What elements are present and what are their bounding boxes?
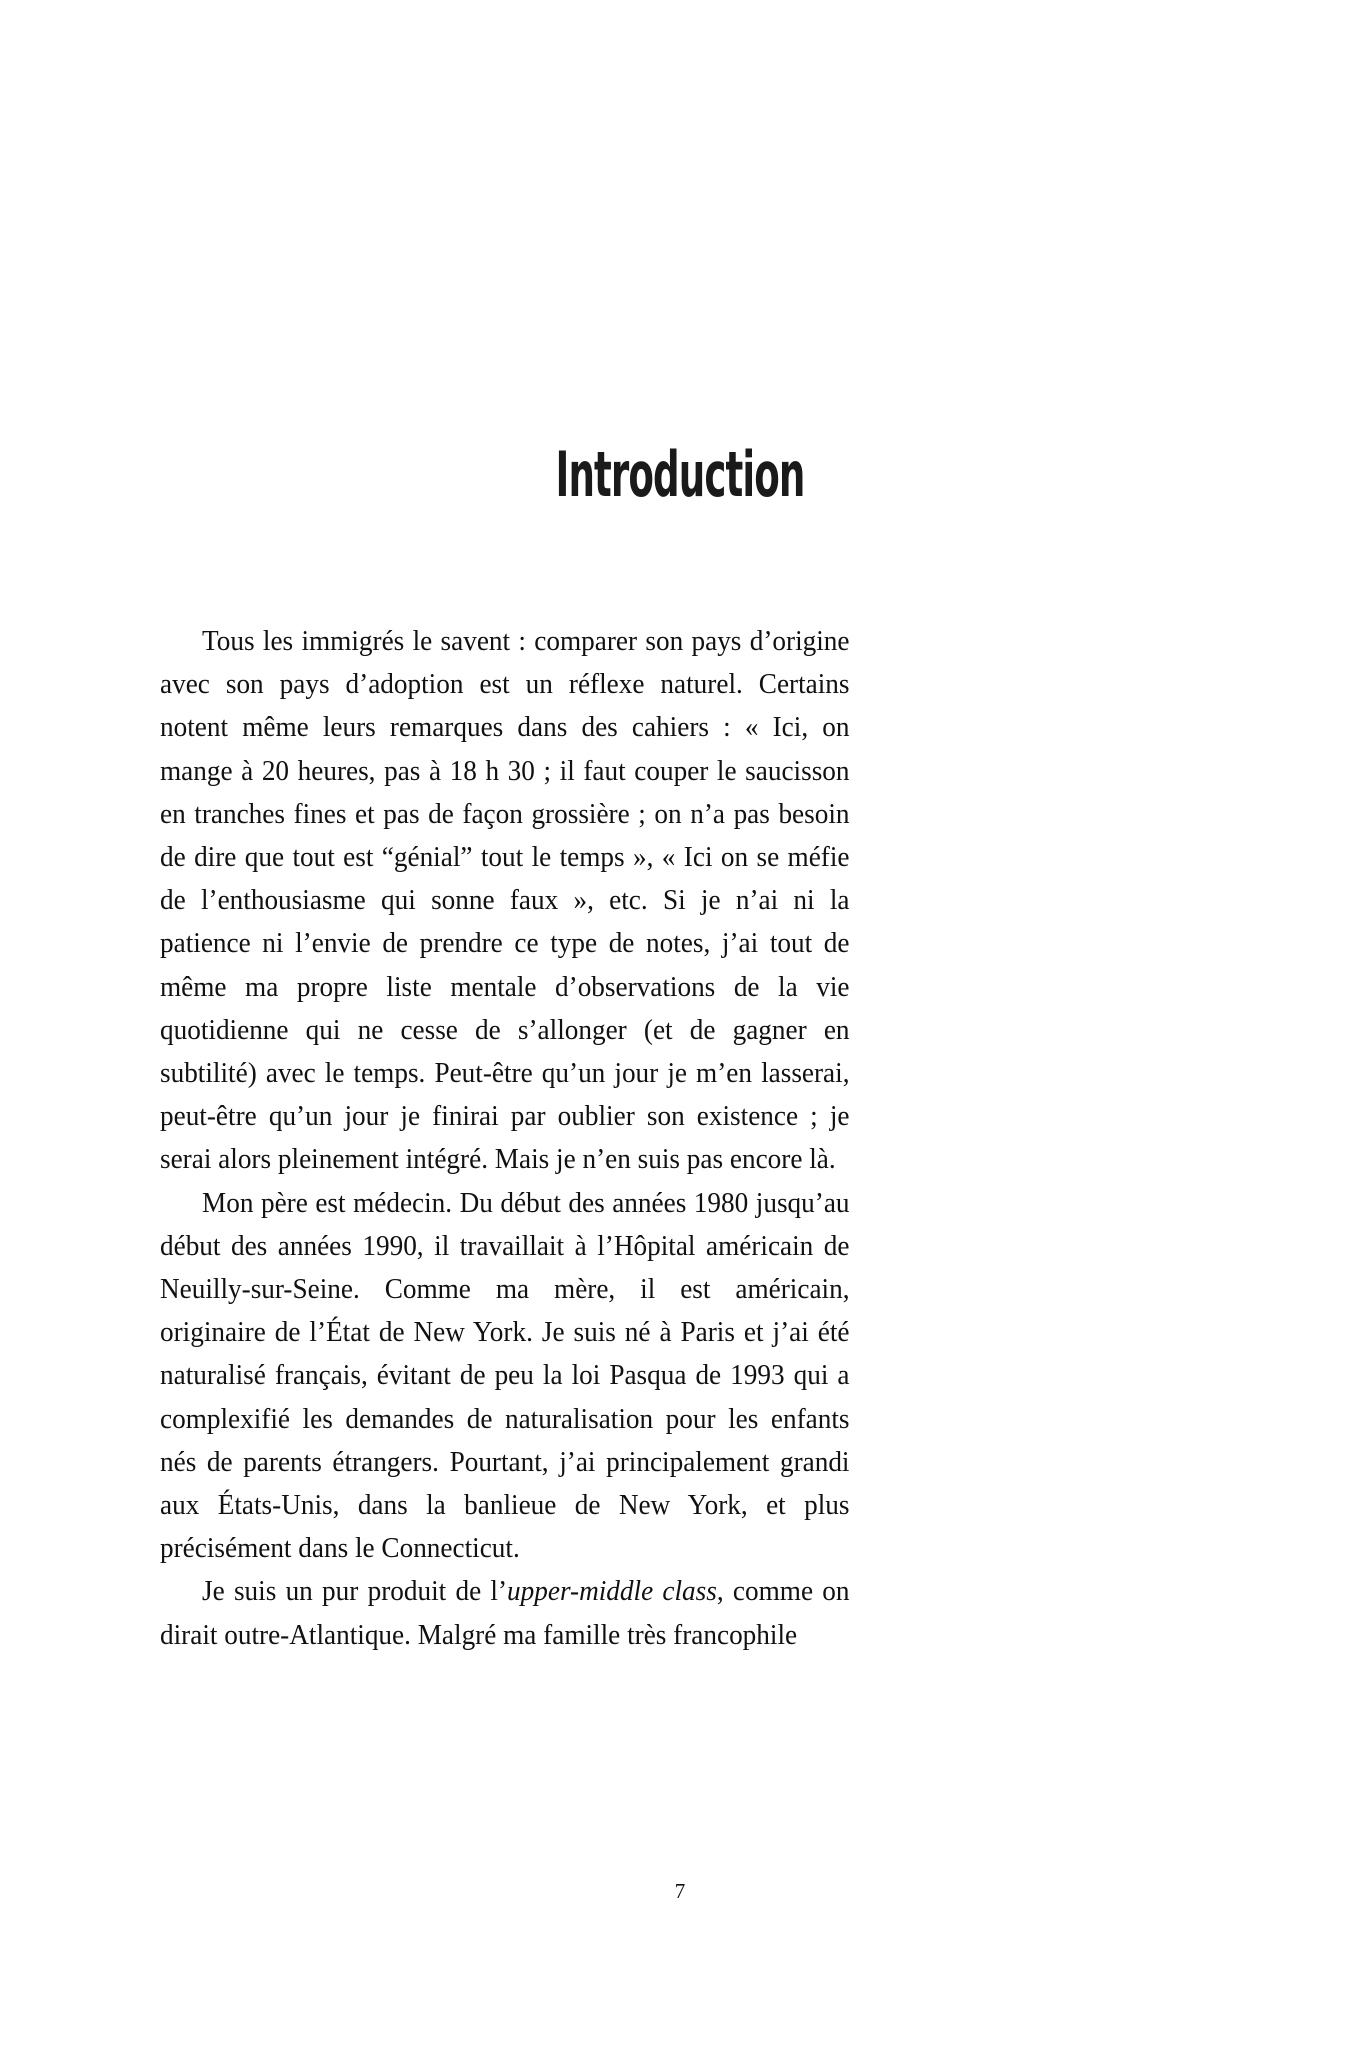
page-title: Introduction: [555, 437, 805, 511]
paragraph-2: Mon père est médecin. Du début des années 1980 jusqu’au début des années 1990, il travaillait à l’Hôpital américain de Neuilly-sur-Seine. Comme ma mère, il est américain, originaire de l’État de New York. Je suis né à Paris et j’ai été naturalisé français, évitant de peu la loi Pasqua de 1993 qui a complexifié les demandes de naturalisation pour les enfants nés de parents étrangers. Pourtant, j’ai principalement grandi aux États-Unis, dans la banlieue de New York, et plus précisément dans le Connecticut.: [160, 1187, 850, 1565]
paragraph-3: [160, 1570, 850, 1656]
paragraph-1: Tous les immigrés le savent : comparer son pays d’origine avec son pays d’adoption est un réflexe naturel. Certains notent même leurs remarques dans des cahiers : « Ici, on mange à 20 heures, pas à 18 h 30 ; il faut couper le saucisson en tranches fines et pas de façon grossière ; on n’a pas besoin de dire que tout est “génial” tout le temps », « Ici on se méfie de l’enthousiasme qui sonne faux », etc. Si je n’ai ni la patience ni l’envie de prendre ce type de notes, j’ai tout de même ma propre liste mentale d’observations de la vie quotidienne qui ne cesse de s’allonger (et de gagner en subtilité) avec le temps. Peut-être qu’un jour je m’en lasserai, peut-être qu’un jour je finirai par oublier son existence ; je serai alors pleinement intégré. Mais je n’en suis pas encore là.: [160, 626, 850, 1176]
paragraph-3-italic-phrase: upper-middle class: [507, 1576, 717, 1608]
page-number: 7: [674, 1879, 686, 1903]
paragraph-3-text-after-italic: , comme on dirait outre-Atlantique. Malgré ma famille très francophile: [160, 1576, 850, 1651]
body-text-block: [160, 620, 882, 1657]
paragraph-3-text-before-italic: Je suis un pur produit de l’: [202, 1576, 508, 1608]
